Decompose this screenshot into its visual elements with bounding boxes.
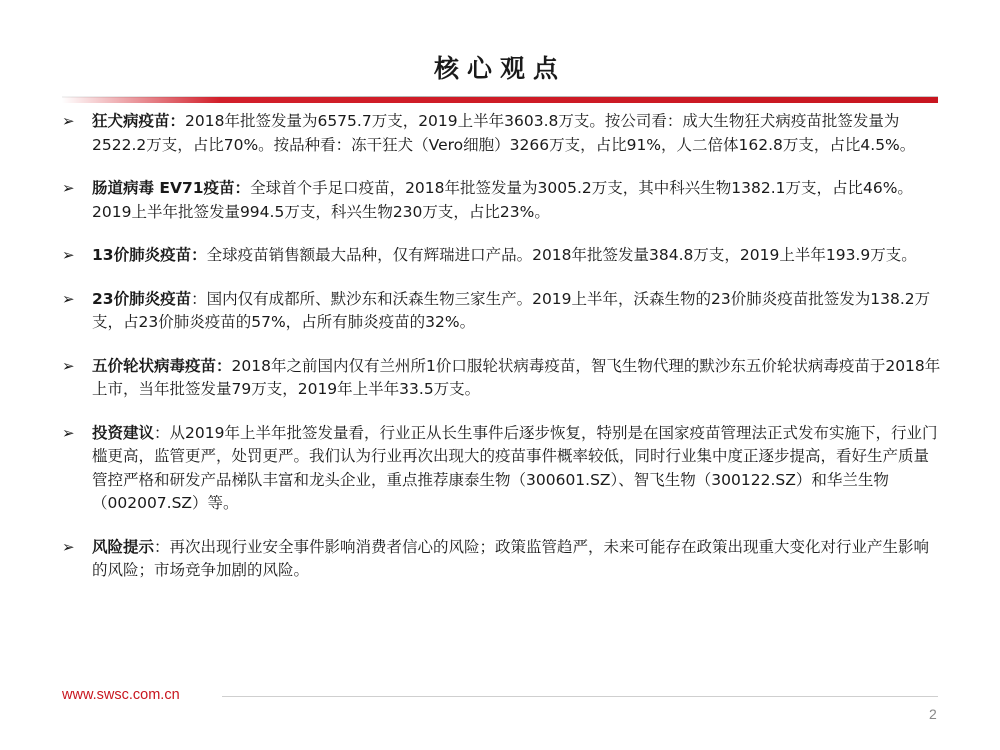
item-term: 投资建议 [92,423,155,442]
list-item-rotavirus-vaccine [62,355,942,402]
list-item-investment-advice [62,422,942,516]
item-term: 五价轮状病毒疫苗： [92,356,232,375]
footer-website-link[interactable]: www.swsc.com.cn [62,687,180,703]
item-text: 2018年之前国内仅有兰州所1价口服轮状病毒疫苗，智飞生物代理的默沙东五价轮状病毒疫苗于2018年上市，当年批签发量79万支，2019年上半年33.5万支。 [92,356,941,398]
item-text: ：国内仅有成都所、默沙东和沃森生物三家生产。2019上半年，沃森生物的23价肺炎疫苗批签发为138.2万支，占23价肺炎疫苗的57%，占所有肺炎疫苗的32%。 [92,289,931,331]
list-item-pcv13-vaccine [62,244,942,268]
title-underline [62,96,938,103]
key-points-list [62,110,942,583]
arrow-bullet-icon: ➢ [62,289,75,308]
item-text: ：再次出现行业安全事件影响消费者信心的风险；政策监管趋严，未来可能存在政策出现重大变化对行业产生影响的风险；市场竞争加剧的风险。 [92,537,930,579]
item-text: ：从2019年上半年批签发量看，行业正从长生事件后逐步恢复，特别是在国家疫苗管理法正式发布实施下，行业门槛更高，监管更严，处罚更严。我们认为行业再次出现大的疫苗事件概率较低，同时行业集中度正逐步提高，看好生产质量管控严格和研发产品梯队丰富和龙头企业，重点推荐康泰生物（300601.SZ）、智飞生物（300122.SZ）和华兰生物（002007.SZ）等。 [92,423,938,512]
list-item-ppv23-vaccine [62,288,942,335]
list-item-ev71-vaccine [62,177,942,224]
item-term: 狂犬病疫苗： [92,112,186,130]
item-text: 全球首个手足口疫苗，2018年批签发量为3005.2万支，其中科兴生物1382.1万支，占比46%。2019上半年批签发量994.5万支，科兴生物230万支，占比23%。 [92,179,913,221]
list-item-rabies-vaccine [62,110,942,157]
item-term: 肠道病毒 EV71疫苗： [92,179,251,197]
arrow-bullet-icon: ➢ [62,423,75,442]
arrow-bullet-icon: ➢ [62,246,75,264]
arrow-bullet-icon: ➢ [62,356,75,375]
item-text: 2018年批签发量为6575.7万支，2019上半年3603.8万支。按公司看：成大生物狂犬病疫苗批签发量为2522.2万支，占比70%。按品种看：冻干狂犬（Vero细胞）3266万支，占比91%，人二倍体162.8万支，占比4.5%。 [92,112,916,154]
title-underline-red [62,97,938,103]
arrow-bullet-icon: ➢ [62,112,75,130]
item-term: 风险提示 [92,537,155,556]
slide-title: 核心观点 [433,54,566,83]
item-term: 13价肺炎疫苗： [92,246,207,264]
footer-divider [222,696,938,697]
arrow-bullet-icon: ➢ [62,179,75,197]
page-number: 2 [929,706,937,722]
list-item-risk-warning [62,536,942,583]
item-term: 23价肺炎疫苗 [92,289,192,308]
item-text: 全球疫苗销售额最大品种，仅有辉瑞进口产品。2018年批签发量384.8万支，2019上半年193.9万支。 [206,246,917,264]
arrow-bullet-icon: ➢ [62,537,75,556]
